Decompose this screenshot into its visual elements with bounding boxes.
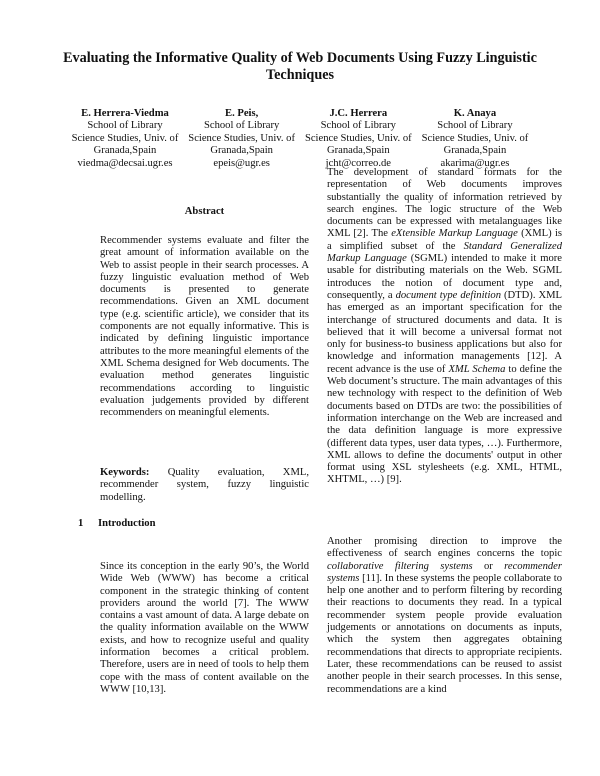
author-name: J.C. Herrera xyxy=(329,108,388,119)
paper-title: Evaluating the Informative Quality of Web Documents Using Fuzzy Linguistic Techniques xyxy=(63,50,537,83)
text-run: (DTD). XML has emerged as an important specification for the interchange of structured documents and data. It is believed that it will become a universal format not only for business-to business applications but also for knowledge and information managements [12]. A recent advance is the use of xyxy=(327,289,563,375)
italic-term: Standard Generalized Markup Language xyxy=(327,240,562,265)
author-affiliation: School of Library xyxy=(320,120,396,132)
author-affiliation: School of Library xyxy=(437,120,513,132)
author-email: akarima@ugr.es xyxy=(440,157,510,169)
keywords xyxy=(100,467,309,504)
author-affiliation: School of Library xyxy=(203,120,280,132)
author-block xyxy=(187,108,297,170)
intro-paragraph-1 xyxy=(100,561,309,696)
author-affiliation: Science Studies, Univ. of xyxy=(71,132,179,144)
paragraph xyxy=(327,167,562,487)
keywords-text: Quality evaluation, XML, recommender system, fuzzy linguistic modelling. xyxy=(100,467,309,503)
author-affiliation: Science Studies, Univ. of xyxy=(421,132,529,144)
section-title: Introduction xyxy=(98,518,156,529)
text-run: [11]. In these systems the people collaborate to help one another and to perform filtering by recording their reactions to documents they read. In a typical recommender system people provide evaluation judgements or annotations on documents as inputs, which the system then aggregates obtaining recommendations that directs to appropriate recipients. Later, these recommendations can be reused to assist another people in their search processes. In this sense, recommendations are a kind xyxy=(327,572,562,695)
author-name: E. Herrera-Viedma xyxy=(81,108,169,119)
italic-term: eXtensible Markup Language xyxy=(391,228,518,240)
italic-term: document type definition xyxy=(395,289,501,301)
author-affiliation: Granada,Spain xyxy=(443,145,507,157)
abstract-text: Recommender systems evaluate and filter the great amount of information available on the Web to assist people in their search processes. A fuzzy linguistic evaluation method of Web documents is presented to generate recommendations. Given an XML document type (e.g. scientific article), we consider that its components are not equally informative. This is indicated by defining linguistic importance attributes to the more meaningful elements of the XML Schema designed for Web documents. The evaluation method generates linguistic recommendations according to linguistic evaluation judgements provided by different recommenders on meaningful elements. xyxy=(100,235,309,419)
author-affiliation: Granada,Spain xyxy=(326,145,390,157)
author-email: epeis@ugr.es xyxy=(213,157,270,169)
author-email: jcht@correo.de xyxy=(325,157,391,169)
author-block xyxy=(70,108,180,170)
author-affiliation: Granada,Spain xyxy=(93,145,157,157)
author-name: K. Anaya xyxy=(453,108,497,119)
intro-paragraph-2 xyxy=(327,167,562,487)
section-heading xyxy=(78,518,156,529)
italic-term: recommender systems xyxy=(327,560,562,584)
author-name: E. Peis, xyxy=(225,108,259,119)
abstract-body xyxy=(100,235,309,419)
text-run: (XML) is a simplified subset of the xyxy=(327,228,563,252)
author-affiliation: School of Library xyxy=(87,120,163,132)
author-email: viedma@decsai.ugr.es xyxy=(77,157,173,169)
author-list xyxy=(70,108,530,170)
paragraph: Since its conception in the early 90’s, the World Wide Web (WWW) has become a critical component in the strategic thinking of content providers around the world [7]. The WWW contains a vast amount of data. A large debate on the quality information available on the WWW exists, and how to recognize useful and quality information becomes a critical problem. Therefore, users are in need of tools to help them cope with the mass of content available on the WWW [10,13]. xyxy=(100,561,309,695)
text-run: or xyxy=(472,560,505,572)
author-affiliation: Science Studies, Univ. of xyxy=(304,132,412,144)
intro-paragraph-3 xyxy=(327,536,562,696)
text-run: The development of standard formats for the representation of Web documents improves substantially the quality of information retrieved by search engines. The logic structure of the Web documents can be expressed with metalanguages like XML [2]. The xyxy=(327,167,562,240)
text-run: to define the Web document’s structure. The main advantages of this new technology with respect to the definition of Web documents based on DTDs are two: the possibilities of information interchange on the Web are increased and the data definition language is more expressive (different data types, user data types, …). Furthermore, XML allows to define the documents' output in other format using XSL stylesheets (e.g. XML, HTML, XHTML, …) [9]. xyxy=(327,363,562,486)
section-number: 1 xyxy=(78,518,84,529)
italic-term: XML Schema xyxy=(448,363,506,375)
author-block xyxy=(303,108,413,170)
abstract-heading: Abstract xyxy=(184,206,225,217)
text-run: (SGML) intended to make it more usable for distributing materials on the Web. SGML introduces the notion of document type and, consequently, a xyxy=(327,253,562,301)
author-affiliation: Science Studies, Univ. of xyxy=(188,132,295,144)
keywords-label: Keywords: xyxy=(100,467,150,478)
text-run: Another promising direction to improve the effectiveness of search engines concerns the topic xyxy=(327,536,562,560)
paragraph xyxy=(327,536,562,696)
author-affiliation: Granada,Spain xyxy=(210,145,273,157)
italic-term: collaborative filtering systems xyxy=(327,560,473,572)
author-block xyxy=(420,108,530,170)
